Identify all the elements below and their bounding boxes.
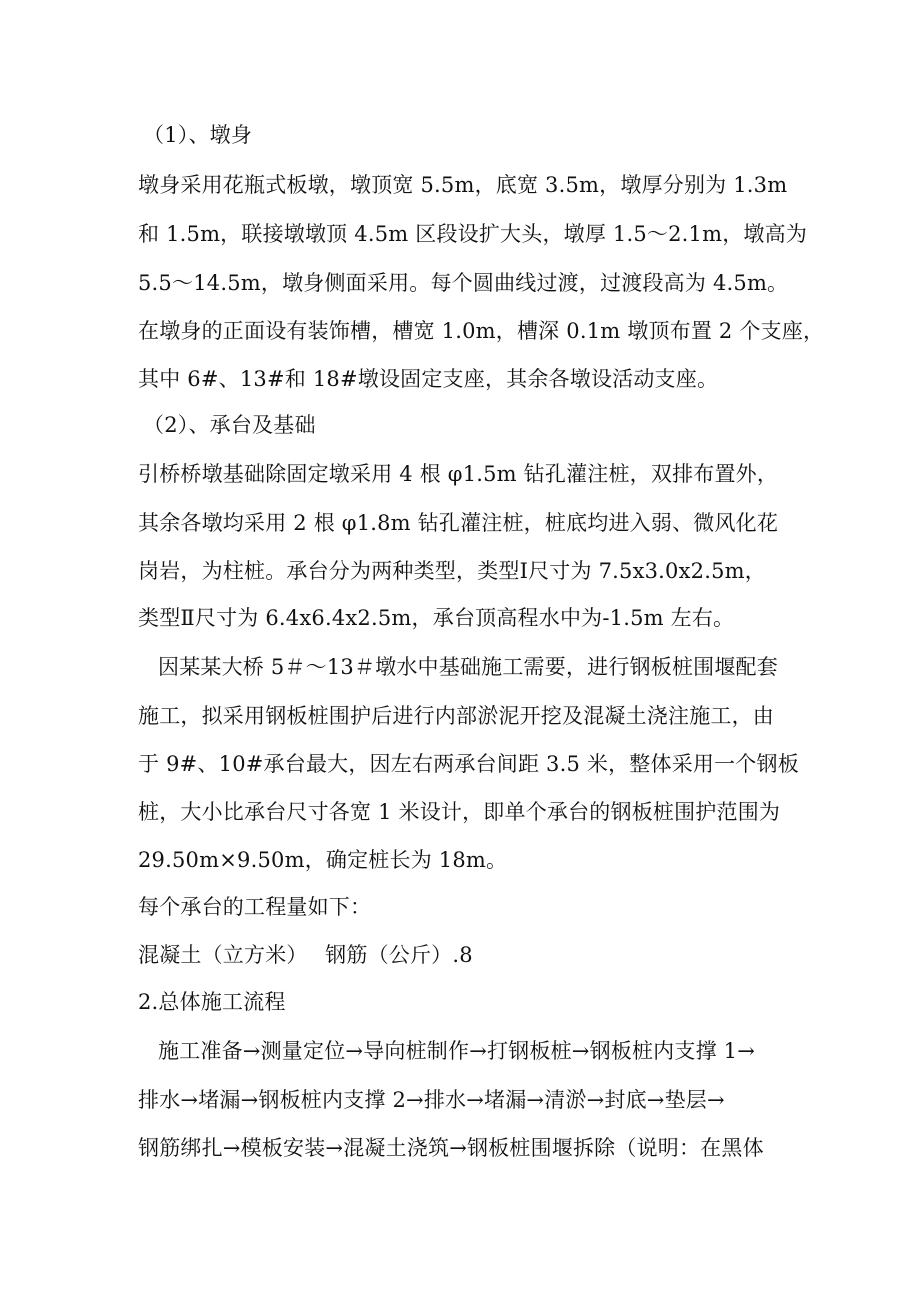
- paragraph-line: 每个承台的工程量如下：: [138, 895, 372, 919]
- paragraph-line: 其余各墩均采用 2 根 φ1.8m 钻孔灌注桩，桩底均进入弱、微风化花: [138, 511, 779, 535]
- section-heading: 2.总体施工流程: [138, 990, 286, 1014]
- paragraph-line: 施工，拟采用钢板桩围护后进行内部淤泥开挖及混凝土浇注施工，由: [138, 704, 774, 728]
- quantity-line: 混凝土（立方米） 钢筋（公斤）.8: [138, 943, 473, 967]
- paragraph-line: 类型Ⅱ尺寸为 6.4x6.4x2.5m，承台顶高程水中为-1.5m 左右。: [138, 606, 735, 630]
- process-line: 钢筋绑扎→模板安装→混凝土浇筑→钢板桩围堰拆除（说明：在黑体: [138, 1136, 764, 1160]
- paragraph-line: 岗岩，为柱桩。承台分为两种类型，类型Ⅰ尺寸为 7.5x3.0x2.5m，: [138, 559, 766, 583]
- paragraph-line: 5.5～14.5m，墩身侧面采用。每个圆曲线过渡，过渡段高为 4.5m。: [138, 271, 789, 295]
- paragraph-line: 引桥桥墩基础除固定墩采用 4 根 φ1.5m 钻孔灌注桩，双排布置外，: [138, 462, 779, 486]
- paragraph-line: 于 9#、10#承台最大，因左右两承台间距 3.5 米，整体采用一个钢板: [138, 752, 799, 776]
- process-line: 排水→堵漏→钢板桩内支撑 2→排水→堵漏→清淤→封底→垫层→: [138, 1088, 725, 1112]
- process-line: 施工准备→测量定位→导向桩制作→打钢板桩→钢板桩内支撑 1→: [158, 1039, 756, 1063]
- heading-pier-body: （1）、墩身: [143, 123, 253, 147]
- heading-cap-foundation: （2）、承台及基础: [143, 413, 316, 437]
- paragraph-line: 29.50m×9.50m，确定桩长为 18m。: [138, 848, 508, 872]
- paragraph-line: 因某某大桥 5＃～13＃墩水中基础施工需要，进行钢板桩围堰配套: [158, 655, 778, 679]
- paragraph-line: 墩身采用花瓶式板墩，墩顶宽 5.5m，底宽 3.5m，墩厚分别为 1.3m: [138, 173, 788, 197]
- paragraph-line: 其中 6#、13#和 18#墩设固定支座，其余各墩设活动支座。: [138, 367, 719, 391]
- paragraph-line: 和 1.5m，联接墩墩顶 4.5m 区段设扩大头，墩厚 1.5～2.1m，墩高为: [138, 222, 808, 246]
- paragraph-line: 桩，大小比承台尺寸各宽 1 米设计，即单个承台的钢板桩围护范围为: [138, 800, 781, 824]
- paragraph-line: 在墩身的正面设有装饰槽，槽宽 1.0m，槽深 0.1m 墩顶布置 2 个支座，: [138, 319, 825, 343]
